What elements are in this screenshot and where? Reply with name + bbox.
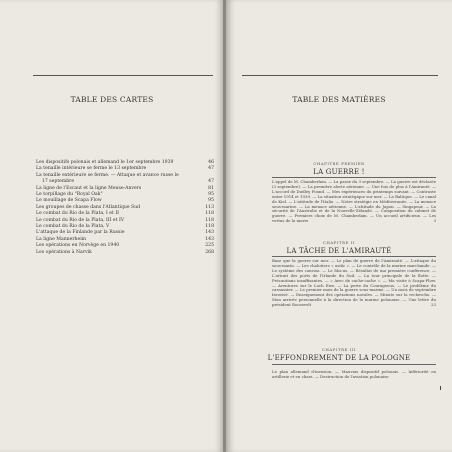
chapter-label: CHAPITRE III (321, 347, 357, 352)
carte-page: 118 (205, 224, 214, 230)
right-page (226, 0, 452, 452)
carte-title: Les opérations en Norvège en 1940 (36, 243, 120, 249)
left-page (0, 0, 224, 452)
carte-page: 118 (205, 211, 214, 217)
chapter-rule (272, 256, 436, 257)
carte-title: La tenaille intérieure se ferme le 13 septembre (36, 166, 147, 172)
carte-page: 268 (205, 249, 214, 255)
carte-title: Le combat du Rio de la Plata, I et II (36, 211, 119, 217)
carte-page: 143 (205, 230, 214, 236)
carte-page: 46 (208, 160, 214, 165)
cartes-list (36, 160, 214, 256)
top-rule (242, 75, 438, 76)
carte-page: 81 (208, 185, 214, 191)
margin-mark (440, 386, 441, 390)
carte-page: 47 (208, 179, 214, 185)
carte-title: 17 septembre (42, 179, 75, 185)
carte-title: Les groupes de chasse dans l'Atlantique Sud (36, 204, 141, 210)
carte-page: 113 (205, 204, 214, 210)
chapter-summary: Le plan allemand d'invasion. — Mauvais dispositif polonais. — Infériorité en artillerie et en chars. — Destruction de l'aviation polonaise (272, 369, 436, 379)
carte-page: 143 (205, 236, 214, 242)
chapter-page: 23 (431, 302, 436, 308)
chapter-summary: L'appel de M. Chamberlain. — La passe du 3 septembre. — La guerre est déclarée (3 septembre). — La première alerte aérienne. — Une fois de plus à l'Amirauté. — L'accord de Dudley Pound. — Mes expériences du printemps suivant. — Contraste entre 1914 et 1939. — La situation stratégique sur mer. — La Baltique. — Le canal de Kiel. — L'attitude de l'Italie. — Notre stratégie en Méditerranée. — La menace sous-marine. — La menace aérienne. — L'attitude du Japon. — Singapour. — La sécurité de l'Australie et de la Nouvelle-Zélande. — Composition du cabinet de guerre. — Premiers choix de M. Chamberlain. — Un accueil artificieux. — Les vertus de la morte 3 (272, 179, 436, 224)
carte-title: Le mouillage de Scapa Flow (36, 198, 102, 204)
carte-page: 95 (208, 192, 214, 198)
chapter-rule (272, 177, 436, 178)
top-rule (33, 75, 213, 76)
carte-page: 95 (208, 198, 214, 204)
carte-title: Les dispositifs polonais et allemand le 1er septembre 1939 (36, 160, 174, 165)
carte-title: La ligne Mannerheim (36, 236, 87, 242)
carte-page: 225 (205, 243, 214, 249)
chapter-title: LA GUERRE ! (313, 168, 365, 176)
carte-title: Le combat du Rio de la Plata, III et IV (36, 217, 125, 223)
chapter-page: 3 (433, 218, 436, 224)
chapter-title: LA TÂCHE DE L'AMIRAUTÉ (286, 247, 392, 255)
carte-title: L'attaque de la Finlande par la Russie (36, 230, 125, 236)
carte-title: La ligne de l'Escaut et la ligne Meuse-Anvers (36, 185, 142, 191)
page-title: TABLE DES MATIÈRES (292, 95, 386, 104)
chapter-label: CHAPITRE PREMIER (313, 161, 365, 166)
page-title: TABLE DES CARTES (70, 95, 154, 104)
chapter-summary: Base que la guerre sur mer. — Le plan de guerre de l'Amirauté. — L'attaque du sous-marin. — Les chalutiers « asdic ». — Le contrôle de la marine marchande. — Le système des convois. — Le blocus. — Résultat de ma première conférence. — L'attrait des ports de l'Irlande du Sud. — La tour principale de la flotte. — Précautions insuffisantes. — « Avec de cache-cache ». — Ma visite à Scapa-Flow. — Aventures sur le Loch Ewe. — La perte du Courageous. — Le problème du carnassier. — Le premier mois de la guerre sous-marine. — Un mois de septembre favorisé. — Enseignement des opérations navales. — Minute sur la recherche. — Mon arrivée personnelle à la direction de la marine polonaise. — Une lettre du président Roosevelt 23 (272, 258, 436, 308)
carte-entry (36, 250, 214, 256)
carte-title: La tenaille extérieure se ferme. — Attaque et avance russe le (36, 172, 179, 178)
carte-title: Le combat du Rio de la Plata, V (36, 224, 110, 230)
chapter-title: L'EFFONDREMENT DE LA POLOGNE (267, 354, 411, 362)
carte-title: Les opérations à Narvik (36, 249, 92, 255)
chapter-label: CHAPITRE II (323, 240, 355, 245)
chapter-rule (272, 364, 436, 365)
carte-page: 118 (205, 217, 214, 223)
carte-title: Le torpillage du "Royal Oak" (36, 192, 103, 198)
carte-page: 47 (208, 166, 214, 172)
